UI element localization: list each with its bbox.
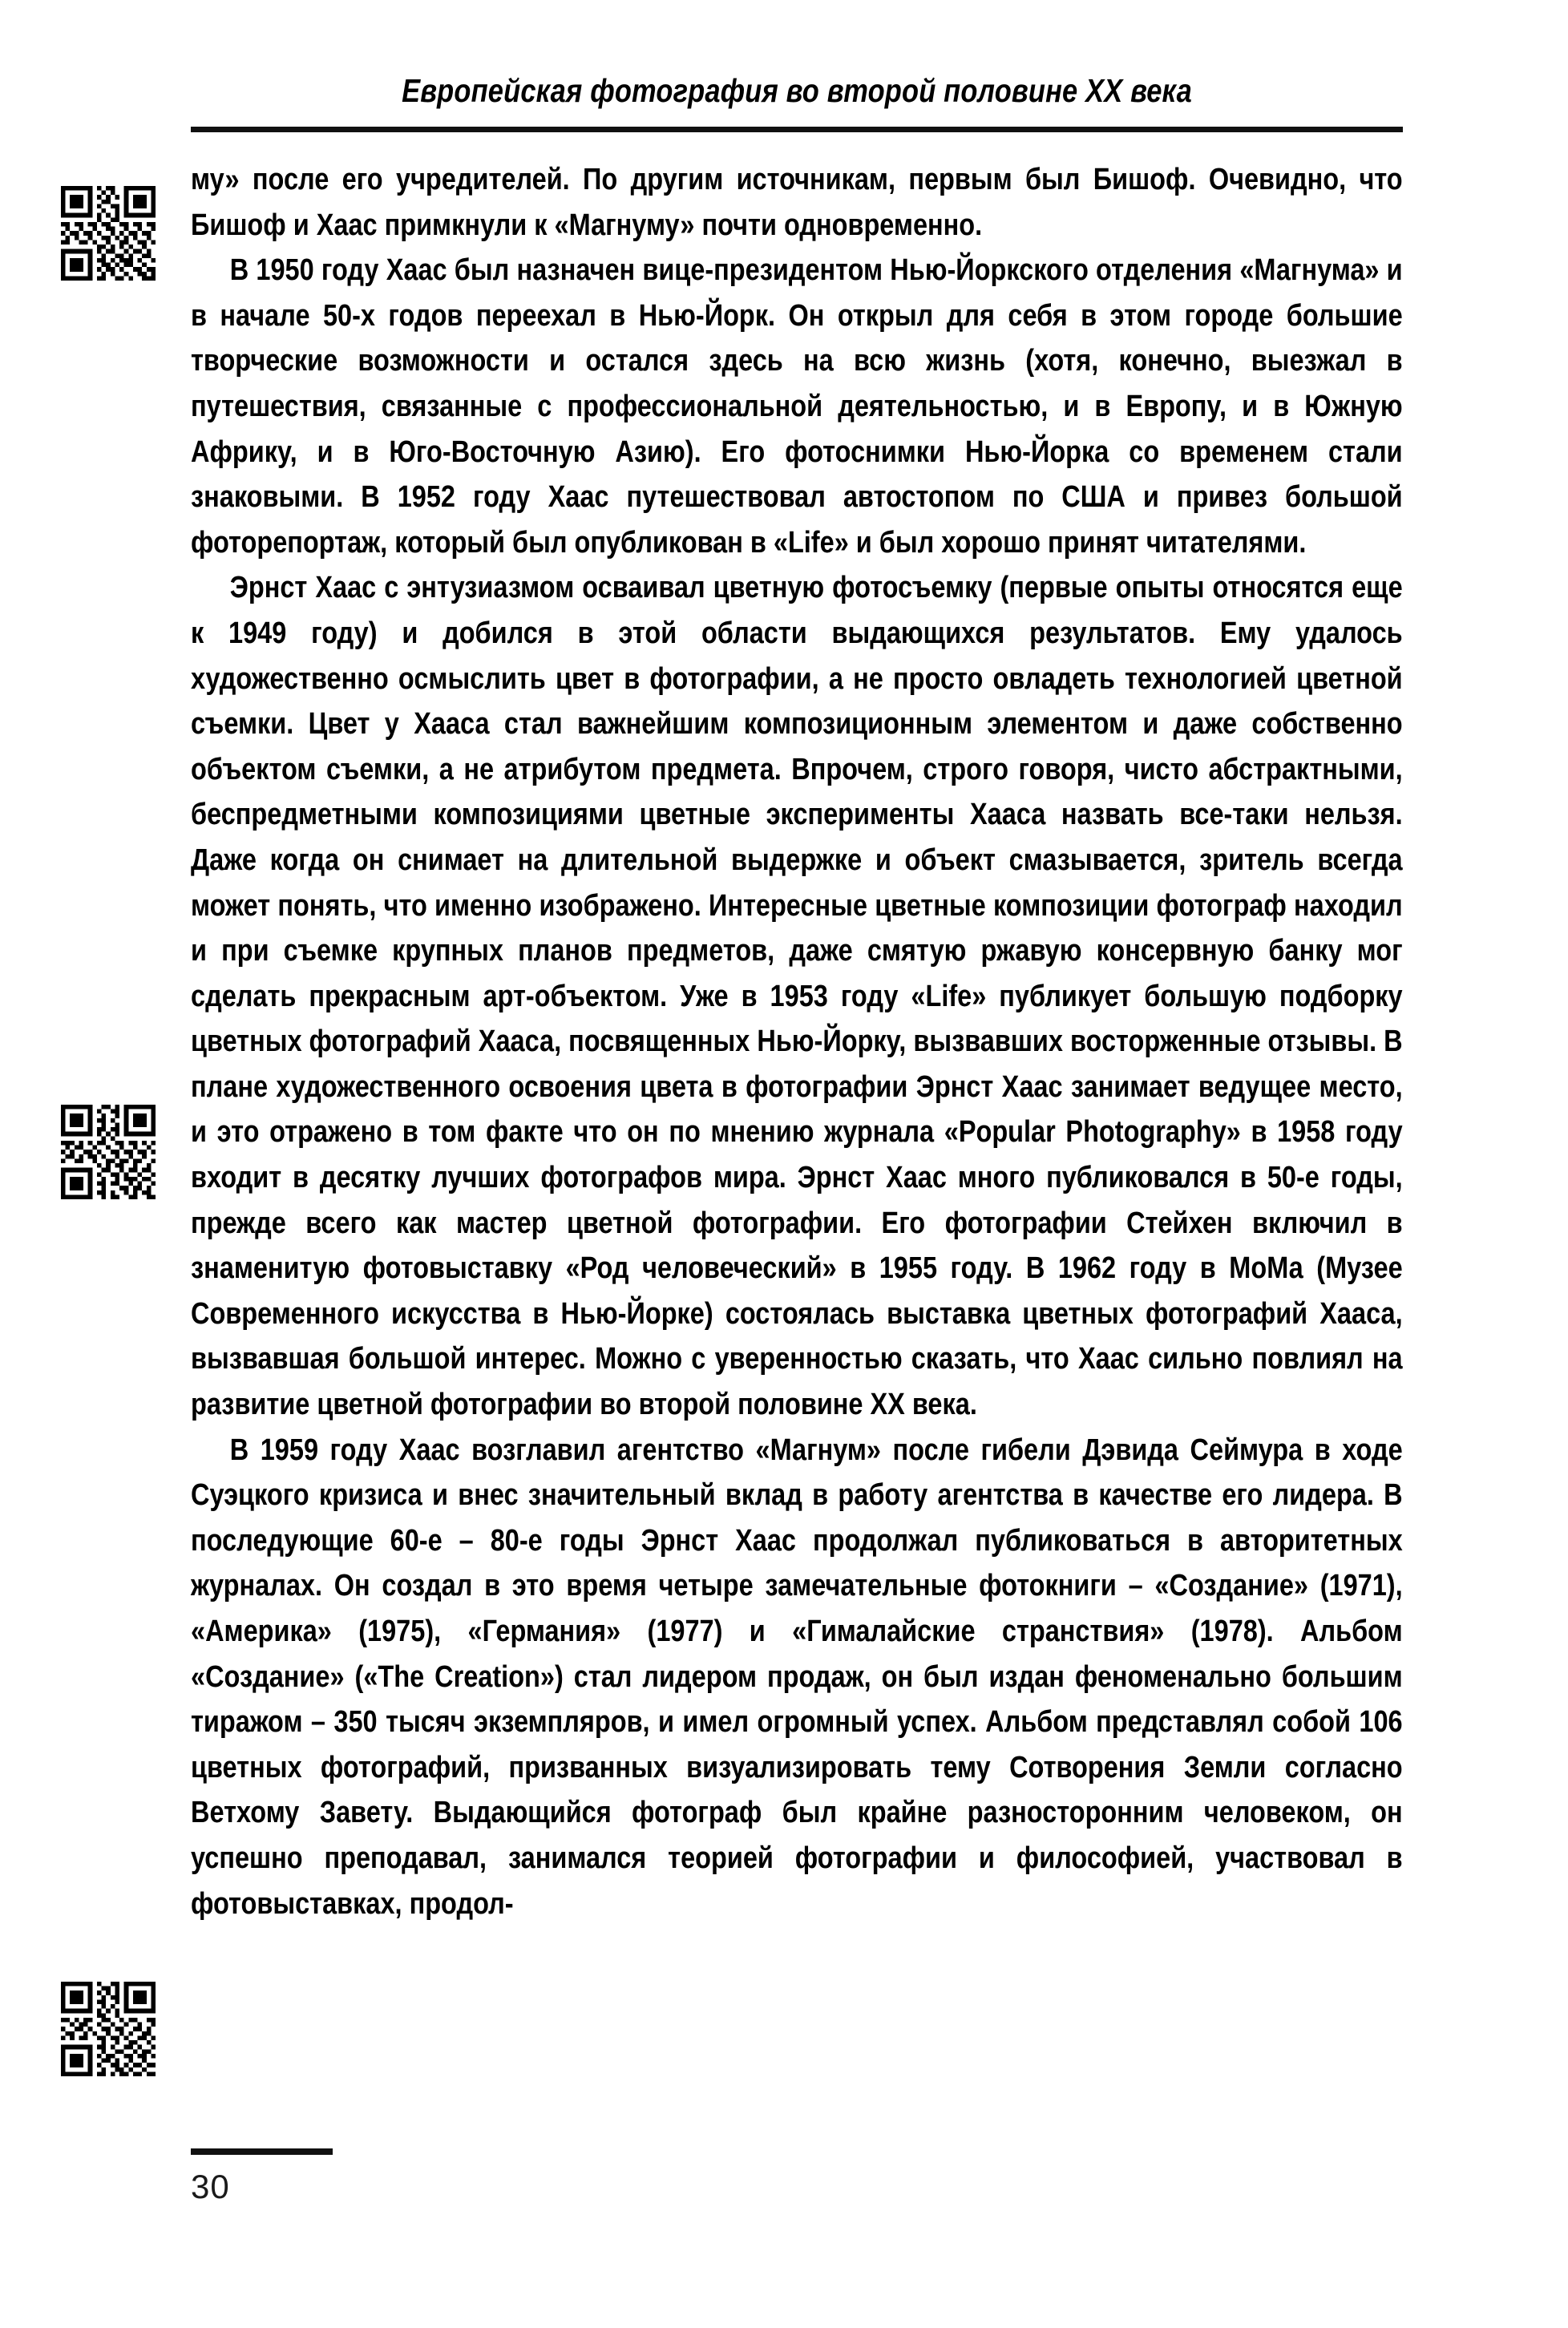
- paragraph-1950-vice-president: В 1950 году Хаас был назначен вице-президентом Нью-Йоркского отделения «Магнума» и в начале 50-х годов переехал в Нью-Йорк. Он открыл для себя в этом городе большие творческие возможности и остался здесь на всю жизнь (хотя, конечно, выезжал в путешествия, связанные с профессиональной деятельностью, и в Европу, и в Южную Африку, и в Юго-Восточную Азию). Его фотоснимки Нью-Йорка со временем стали знаковыми. В 1952 году Хаас путешествовал автостопом по США и привез большой фоторепортаж, который был опубликован в «Life» и был хорошо принят читателями.: [191, 253, 1403, 560]
- page-number: 30: [191, 2168, 230, 2205]
- paragraph-color-photography: Эрнст Хаас с энтузиазмом осваивал цветную фотосъемку (первые опыты относятся еще к 1949 году) и добился в этой области выдающихся результатов. Ему удалось художественно осмыслить цвет в фотографии, а не просто овладеть технологией цветной съемки. Цвет у Хааса стал важнейшим композиционным элементом и даже собственно объектом съемки, а не атрибутом предмета. Впрочем, строго говоря, чисто абстрактными, беспредметными композициями цветные эксперименты Хааса назвать все-таки нельзя. Даже когда он снимает на длительной выдержке и объект смазывается, зритель всегда может понять, что именно изображено. Интересные цветные композиции фотограф находил и при съемке крупных планов предметов, даже смятую ржавую консервную банку мог сделать прекрасным арт-объектом. Уже в 1953 году «Life» публикует большую подборку цветных фотографий Хааса, посвященных Нью-Йорку, вызвавших восторженные отзывы. В плане художественного освоения цвета в фотографии Эрнст Хаас занимает ведущее место, и это отражено в том факте что он по мнению журнала «Popular Photography» в 1958 году входит в десятку лучших фотографов мира. Эрнст Хаас много публиковался в 50-е годы, прежде всего как мастер цветной фотографии. Его фотографии Стейхен включил в знаменитую фотовыставку «Род человеческий» в 1955 году. В 1962 году в МоМа (Музее Современного искусства в Нью-Йорке) состоялась выставка цветных фотографий Хааса, вызвавшая большой интерес. Можно с уверенностью сказать, что Хаас сильно повлиял на развитие цветной фотографии во второй половине XX века.: [191, 571, 1403, 1422]
- paragraph-1959-magnum-head: В 1959 году Хаас возглавил агентство «Магнум» после гибели Дэвида Сеймура в ходе Суэцкого кризиса и внес значительный вклад в работу агентства в качестве его лидера. В последующие 60-е – 80-е годы Эрнст Хаас продолжал публиковаться в авторитетных журналах. Он создал в это время четыре замечательные фотокниги – «Создание» (1971), «Америка» (1975), «Германия» (1977) и «Гималайские странствия» (1978). Альбом «Создание» («The Creation») стал лидером продаж, он был издан феноменально большим тиражом – 350 тысяч экземпляров, и имел огромный успех. Альбом представлял собой 106 цветных фотографий, призванных визуализировать тему Сотворения Земли согласно Ветхому Завету. Выдающийся фотограф был крайне разносторонним человеком, он успешно преподавал, занимался теорией фотографии и философией, участвовал в фотовыставках, продол-: [191, 1433, 1403, 1921]
- page-title: Европейская фотография во второй половине XX века: [402, 72, 1192, 109]
- paragraph-magnum-founders: му» после его учредителей. По другим источникам, первым был Бишоф. Очевидно, что Бишоф и Хаас примкнули к «Магнуму» почти одновременно.: [191, 163, 1403, 242]
- qr-code-middle: [61, 1105, 156, 1199]
- footer-rule: [191, 2148, 333, 2155]
- qr-code-bottom: [61, 1982, 156, 2076]
- running-head: [191, 71, 1403, 111]
- body-text-column: [191, 157, 1403, 1926]
- header-rule: [191, 127, 1403, 132]
- qr-code-top: [61, 186, 156, 281]
